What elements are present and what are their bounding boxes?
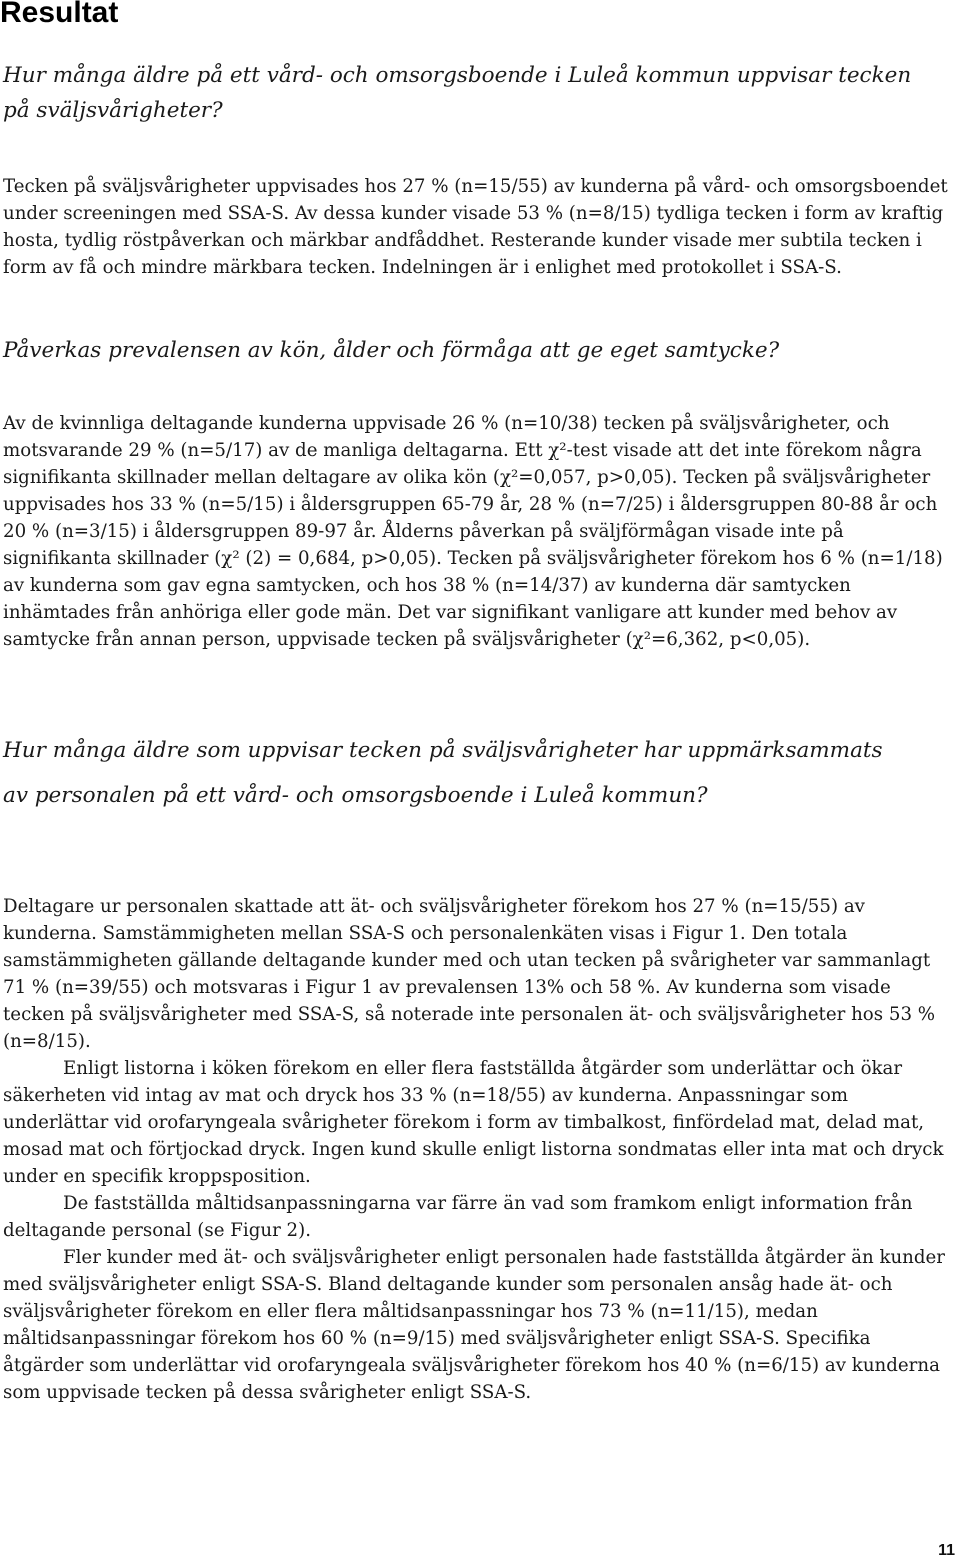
research-question-2: Påverkas prevalensen av kön, ålder och förmåga att ge eget samtycke?	[3, 338, 780, 363]
result-paragraph-1: Tecken på sväljsvårigheter uppvisades hos 27 % (n=15/55) av kunderna på vård- och omsorgsboendet under screeningen med SSA-S. Av dessa kunder visade 53 % (n=8/15) tydliga tecken i form av kraftig hosta, tydlig röstpåverkan och märkbar andfåddhet. Resterande kunder visade mer subtila tecken i form av få och mindre märkbara tecken. Indelningen är i enlighet med protokollet i SSA-S.	[3, 176, 948, 278]
result-paragraph-3c: De fastställda måltidsanpassningarna var färre än vad som framkom enligt information från deltagande personal (se Figur 2).	[3, 1193, 913, 1241]
result-section-3	[3, 893, 953, 1406]
research-question-3: Hur många äldre som uppvisar tecken på sväljsvårigheter har uppmärksammats av personalen på ett vård- och omsorgsboende i Luleå kommun?	[3, 738, 883, 808]
section-heading: Resultat	[0, 0, 119, 29]
result-paragraph-2: Av de kvinnliga deltagande kunderna uppvisade 26 % (n=10/38) tecken på sväljsvårigheter, och motsvarande 29 % (n=5/17) av de manliga deltagarna. Ett χ²-test visade att det inte förekom några signifikanta skillnader mellan deltagare av olika kön (χ²=0,057, p>0,05). Tecken på sväljsvårigheter uppvisades hos 33 % (n=5/15) i åldersgruppen 65-79 år, 28 % (n=7/25) i åldersgruppen 80-88 år och 20 % (n=3/15) i åldersgruppen 89-97 år. Ålderns påverkan på sväljförmågan visade inte på signifikanta skillnader (χ² (2) = 0,684, p>0,05). Tecken på sväljsvårigheter förekom hos 6 % (n=1/18) av kunderna som gav egna samtycken, och hos 38 % (n=14/37) av kunderna där samtycken inhämtades från anhöriga eller gode män. Det var signifikant vanligare att kunder med behov av samtycke från annan person, uppvisade tecken på sväljsvårigheter (χ²=6,362, p<0,05).	[3, 413, 943, 650]
page-number: 11	[938, 1542, 955, 1559]
research-question-1: Hur många äldre på ett vård- och omsorgsboende i Luleå kommun uppvisar tecken på sväljsvårigheter?	[3, 63, 912, 123]
result-paragraph-3b: Enligt listorna i köken förekom en eller flera fastställda åtgärder som underlättar och ökar säkerheten vid intag av mat och dryck hos 33 % (n=18/55) av kunderna. Anpassningar som underlättar vid orofaryngeala svårigheter förekom i form av timbalkost, finfördelad mat, delad mat, mosad mat och förtjockad dryck. Ingen kund skulle enligt listorna sondmatas eller inta mat och dryck under en specifik kroppsposition.	[3, 1058, 944, 1187]
result-paragraph-3d: Fler kunder med ät- och sväljsvårigheter enligt personalen hade fastställda åtgärder än kunder med sväljsvårigheter enligt SSA-S. Bland deltagande kunder som personalen ansåg hade ät- och sväljsvårigheter förekom en eller flera måltidsanpassningar hos 73 % (n=11/15), medan måltidsanpassningar förekom hos 60 % (n=9/15) med sväljsvårigheter enligt SSA-S. Specifika åtgärder som underlättar vid orofaryngeala sväljsvårigheter förekom hos 40 % (n=6/15) av kunderna som uppvisade tecken på dessa svårigheter enligt SSA-S.	[3, 1247, 945, 1403]
result-paragraph-3a: Deltagare ur personalen skattade att ät- och sväljsvårigheter förekom hos 27 % (n=15/55) av kunderna. Samstämmigheten mellan SSA-S och personalenkäten visas i Figur 1. Den totala samstämmigheten gällande deltagande kunder med och utan tecken på svårigheter var sammanlagt 71 % (n=39/55) och motsvaras i Figur 1 av prevalensen 13% och 58 %. Av kunderna som visade tecken på sväljsvårigheter med SSA-S, så noterade inte personalen ät- och sväljsvårigheter hos 53 % (n=8/15).	[3, 896, 936, 1052]
